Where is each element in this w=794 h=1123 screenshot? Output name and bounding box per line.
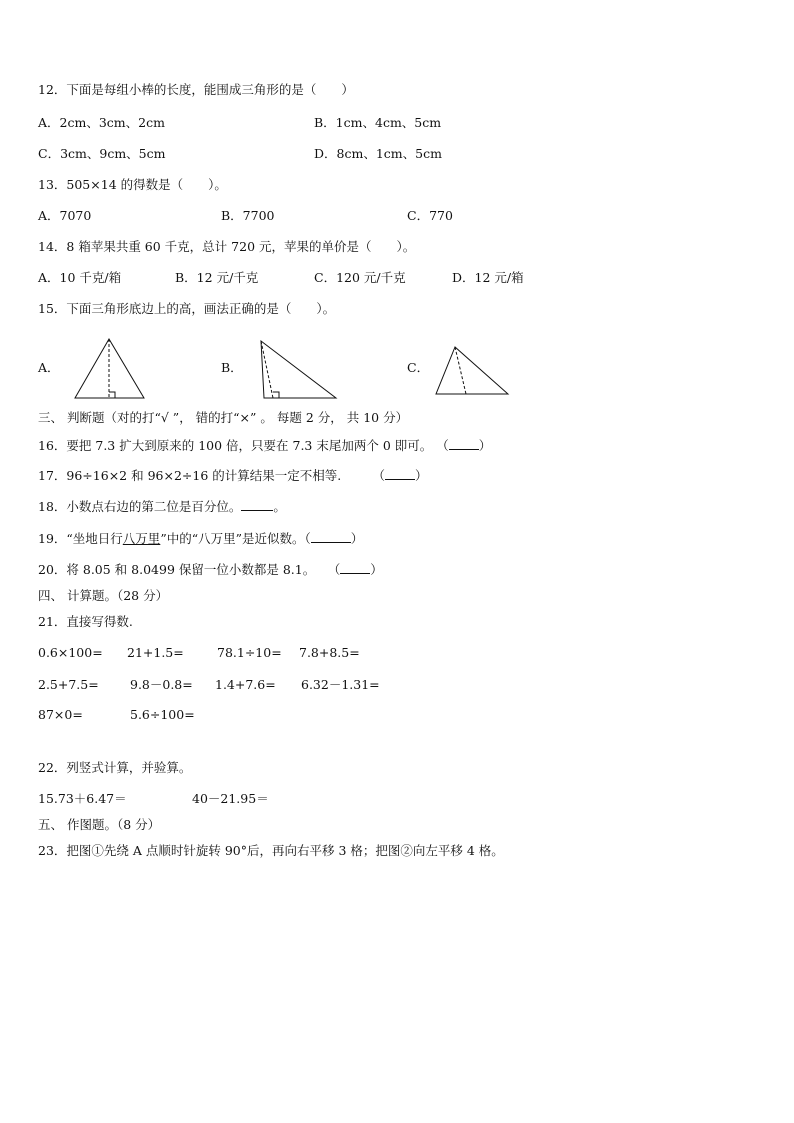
q13-stem: 13．505×14 的得数是（ ）。	[38, 177, 227, 192]
q18-text: 18．小数点右边的第二位是百分位。	[38, 499, 242, 514]
q18-close: 。	[273, 499, 286, 514]
q20-text: 20．将 8.05 和 8.0499 保留一位小数都是 8.1。 （	[38, 562, 341, 577]
q14-option-d: D．12 元/箱	[452, 270, 524, 285]
q12-option-b: B．1cm、4cm、5cm	[314, 115, 442, 130]
q21-r1-c4: 7.8+8.5=	[299, 645, 360, 660]
q22-stem: 22．列竖式计算，并验算。	[38, 760, 192, 775]
q17-answer-blank[interactable]	[385, 468, 415, 480]
triangle-c-height	[455, 347, 466, 394]
section-3-title: 三、 判断题（对的打“√ ”， 错的打“×” 。 每题 2 分， 共 10 分）	[38, 410, 409, 425]
triangle-b-figure	[258, 340, 338, 400]
q23-stem: 23．把图①先绕 A 点顺时针旋转 90°后，再向右平移 3 格；把图②向左平移 4 格。	[38, 843, 504, 858]
q21-stem: 21．直接写得数.	[38, 614, 133, 629]
q16-text: 16．要把 7.3 扩大到原来的 100 倍，只要在 7.3 末尾加两个 0 即可。 （	[38, 438, 449, 453]
q21-r3-c1: 87×0=	[38, 707, 83, 722]
triangle-c	[436, 347, 508, 394]
q12-option-d: D．8cm、1cm、5cm	[314, 146, 442, 161]
q17	[38, 468, 428, 484]
q18-answer-blank[interactable]	[241, 499, 273, 511]
q22-item-2: 40－21.95＝	[192, 791, 269, 806]
q14-option-a: A．10 千克/箱	[38, 270, 122, 285]
q21-r2-c3: 1.4+7.6=	[215, 677, 276, 692]
q19	[38, 531, 363, 547]
q15-option-b: B．	[221, 360, 243, 375]
q21-r1-c2: 21+1.5=	[127, 645, 184, 660]
q19-post: ”中的“八万里”是近似数。（	[160, 531, 311, 546]
q13-option-b: B．7700	[221, 208, 275, 223]
triangle-a-right-angle	[109, 392, 115, 398]
q16	[38, 438, 491, 454]
q20	[38, 562, 383, 578]
q21-r3-c2: 5.6÷100=	[130, 707, 195, 722]
q13-option-a: A．7070	[38, 208, 92, 223]
q12-stem: 12．下面是每组小棒的长度，能围成三角形的是（ ）	[38, 82, 354, 97]
q19-pre: 19．“坐地日行	[38, 531, 123, 546]
q15-option-c: C．	[407, 360, 430, 375]
triangle-a-figure	[74, 338, 146, 400]
triangle-c-figure	[434, 346, 510, 396]
q17-text: 17．96÷16×2 和 96×2÷16 的计算结果一定不相等. （	[38, 468, 385, 483]
q14-option-c: C．120 元/千克	[314, 270, 406, 285]
q21-r2-c1: 2.5+7.5=	[38, 677, 99, 692]
triangle-b-right-angle	[273, 392, 279, 398]
q18	[38, 499, 286, 515]
q16-close: ）	[478, 438, 492, 453]
q21-r1-c1: 0.6×100=	[38, 645, 103, 660]
q21-r1-c3: 78.1÷10=	[217, 645, 282, 660]
q12-option-a: A．2cm、3cm、2cm	[38, 115, 165, 130]
q13-option-c: C．770	[407, 208, 453, 223]
q16-answer-blank[interactable]	[449, 438, 479, 450]
q19-close: ）	[350, 531, 364, 546]
q14-stem: 14．8 箱苹果共重 60 千克，总计 720 元，苹果的单价是（ ）。	[38, 239, 416, 254]
q15-option-a: A．	[38, 360, 60, 375]
q17-close: ）	[414, 468, 428, 483]
q15-stem: 15．下面三角形底边上的高，画法正确的是（ ）。	[38, 301, 336, 316]
q21-r2-c4: 6.32－1.31=	[301, 677, 380, 692]
q19-answer-blank[interactable]	[311, 531, 351, 543]
q19-underlined-phrase: 八万里	[122, 531, 161, 546]
q20-close: ）	[370, 562, 383, 577]
section-5-title: 五、 作图题。（8 分）	[38, 817, 161, 832]
q20-answer-blank[interactable]	[340, 562, 370, 574]
q14-option-b: B．12 元/千克	[175, 270, 259, 285]
q12-option-c: C．3cm、9cm、5cm	[38, 146, 166, 161]
triangle-b	[261, 341, 336, 398]
q22-item-1: 15.73＋6.47＝	[38, 791, 127, 806]
section-4-title: 四、 计算题。（28 分）	[38, 588, 169, 603]
q21-r2-c2: 9.8－0.8=	[130, 677, 193, 692]
